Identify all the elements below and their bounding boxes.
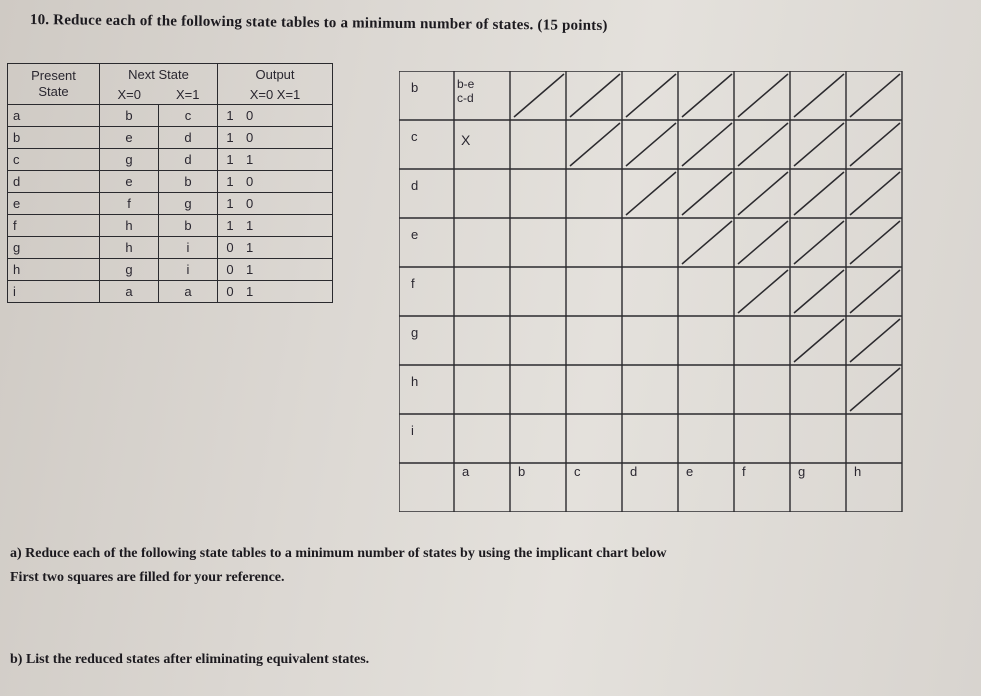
state-cell-o1: 1 bbox=[242, 215, 333, 237]
state-row-b bbox=[8, 127, 333, 149]
crossed-out-cell bbox=[514, 74, 564, 117]
state-cell-state: d bbox=[8, 171, 100, 193]
state-cell-o0: 1 bbox=[218, 105, 243, 127]
state-cell-ns0: h bbox=[100, 237, 159, 259]
state-cell-o0: 1 bbox=[218, 171, 243, 193]
implicant-chart-grid bbox=[399, 71, 904, 512]
row-label-e: e bbox=[411, 227, 419, 242]
state-cell-state: e bbox=[8, 193, 100, 215]
question-a-line-1: a) Reduce each of the following state tables to a minimum number of states by using the implicant chart below bbox=[10, 546, 667, 561]
crossed-out-cell bbox=[850, 368, 900, 411]
output-header: Output bbox=[218, 64, 333, 85]
cell-b-a-pair-1: b-e bbox=[457, 77, 475, 91]
row-label-i: i bbox=[411, 423, 414, 438]
state-cell-ns0: h bbox=[100, 215, 159, 237]
crossed-out-cell bbox=[794, 123, 844, 166]
crossed-out-cell bbox=[738, 74, 788, 117]
crossed-out-cell bbox=[626, 172, 676, 215]
state-cell-ns1: a bbox=[159, 281, 218, 303]
state-row-g bbox=[8, 237, 333, 259]
row-label-c: c bbox=[411, 129, 418, 144]
output-sub-header: X=0 X=1 bbox=[218, 84, 333, 105]
col-label-g: g bbox=[798, 464, 806, 479]
col-label-h: h bbox=[854, 464, 862, 479]
crossed-out-cell bbox=[738, 172, 788, 215]
crossed-out-cell bbox=[794, 221, 844, 264]
present-state-header-line2: State bbox=[38, 84, 69, 99]
state-cell-o1: 1 bbox=[242, 149, 333, 171]
state-cell-state: f bbox=[8, 215, 100, 237]
state-cell-o0: 0 bbox=[218, 259, 243, 281]
state-cell-o0: 1 bbox=[218, 193, 243, 215]
state-cell-ns0: g bbox=[100, 259, 159, 281]
state-cell-state: i bbox=[8, 281, 100, 303]
next-state-header: Next State bbox=[100, 64, 218, 85]
crossed-out-cell bbox=[850, 172, 900, 215]
row-label-b: b bbox=[411, 80, 419, 95]
crossed-out-cell bbox=[682, 172, 732, 215]
crossed-out-cell bbox=[682, 221, 732, 264]
state-cell-o0: 0 bbox=[218, 237, 243, 259]
crossed-out-cell bbox=[794, 74, 844, 117]
state-cell-ns0: b bbox=[100, 105, 159, 127]
state-cell-o1: 0 bbox=[242, 193, 333, 215]
state-row-e bbox=[8, 193, 333, 215]
state-cell-state: c bbox=[8, 149, 100, 171]
row-label-g: g bbox=[411, 325, 419, 340]
crossed-out-cell bbox=[682, 123, 732, 166]
cell-b-a bbox=[457, 77, 474, 105]
crossed-out-cell bbox=[850, 221, 900, 264]
state-cell-ns1: i bbox=[159, 237, 218, 259]
cell-c-a: X bbox=[461, 132, 471, 148]
crossed-out-cell bbox=[794, 172, 844, 215]
cell-b-a-pair-2: c-d bbox=[457, 91, 474, 105]
crossed-out-cell bbox=[850, 123, 900, 166]
state-cell-ns0: e bbox=[100, 127, 159, 149]
question-a-line-2: First two squares are filled for your reference. bbox=[10, 570, 285, 585]
state-cell-state: a bbox=[8, 105, 100, 127]
row-label-h: h bbox=[411, 374, 419, 389]
state-row-h bbox=[8, 259, 333, 281]
crossed-out-cell bbox=[570, 74, 620, 117]
crossed-out-cell bbox=[738, 123, 788, 166]
next-x0-header: X=0 bbox=[100, 84, 159, 105]
state-cell-o1: 0 bbox=[242, 105, 333, 127]
present-state-header bbox=[8, 64, 100, 105]
crossed-out-cell bbox=[738, 221, 788, 264]
crossed-out-cell bbox=[850, 319, 900, 362]
state-row-d bbox=[8, 171, 333, 193]
state-cell-ns1: d bbox=[159, 127, 218, 149]
state-row-i bbox=[8, 281, 333, 303]
state-cell-state: h bbox=[8, 259, 100, 281]
next-x1-header: X=1 bbox=[159, 84, 218, 105]
crossed-out-cell bbox=[850, 270, 900, 313]
crossed-out-cell bbox=[850, 74, 900, 117]
present-state-header-line1: Present bbox=[31, 68, 76, 83]
state-cell-o0: 1 bbox=[218, 149, 243, 171]
state-cell-o1: 0 bbox=[242, 171, 333, 193]
state-cell-state: b bbox=[8, 127, 100, 149]
col-label-e: e bbox=[686, 464, 694, 479]
crossed-out-cell bbox=[626, 74, 676, 117]
state-cell-ns1: g bbox=[159, 193, 218, 215]
state-row-a bbox=[8, 105, 333, 127]
state-table bbox=[7, 63, 333, 303]
state-cell-o0: 0 bbox=[218, 281, 243, 303]
state-cell-state: g bbox=[8, 237, 100, 259]
state-cell-o1: 1 bbox=[242, 237, 333, 259]
row-label-f: f bbox=[411, 276, 415, 291]
crossed-out-cell bbox=[570, 123, 620, 166]
crossed-out-cell bbox=[738, 270, 788, 313]
state-cell-o0: 1 bbox=[218, 127, 243, 149]
state-cell-ns0: f bbox=[100, 193, 159, 215]
state-cell-ns1: b bbox=[159, 171, 218, 193]
state-cell-ns1: c bbox=[159, 105, 218, 127]
state-cell-o1: 1 bbox=[242, 281, 333, 303]
state-cell-o1: 0 bbox=[242, 127, 333, 149]
col-label-a: a bbox=[462, 464, 470, 479]
state-cell-o1: 1 bbox=[242, 259, 333, 281]
crossed-out-cell bbox=[626, 123, 676, 166]
col-label-d: d bbox=[630, 464, 638, 479]
state-table-body bbox=[8, 105, 333, 303]
state-cell-o0: 1 bbox=[218, 215, 243, 237]
question-title: 10. Reduce each of the following state tables to a minimum number of states. (15 points) bbox=[29, 12, 608, 35]
col-label-c: c bbox=[574, 464, 581, 479]
col-label-b: b bbox=[518, 464, 526, 479]
state-cell-ns0: e bbox=[100, 171, 159, 193]
crossed-out-cell bbox=[794, 319, 844, 362]
col-label-f: f bbox=[742, 464, 746, 479]
state-cell-ns1: i bbox=[159, 259, 218, 281]
state-row-c bbox=[8, 149, 333, 171]
state-cell-ns0: g bbox=[100, 149, 159, 171]
state-cell-ns0: a bbox=[100, 281, 159, 303]
state-row-f bbox=[8, 215, 333, 237]
row-label-d: d bbox=[411, 178, 419, 193]
crossed-out-cell bbox=[794, 270, 844, 313]
state-cell-ns1: b bbox=[159, 215, 218, 237]
crossed-out-cell bbox=[682, 74, 732, 117]
question-b: b) List the reduced states after eliminating equivalent states. bbox=[10, 652, 370, 667]
state-cell-ns1: d bbox=[159, 149, 218, 171]
implicant-chart bbox=[399, 71, 904, 512]
state-table-header-row-1 bbox=[8, 64, 333, 85]
